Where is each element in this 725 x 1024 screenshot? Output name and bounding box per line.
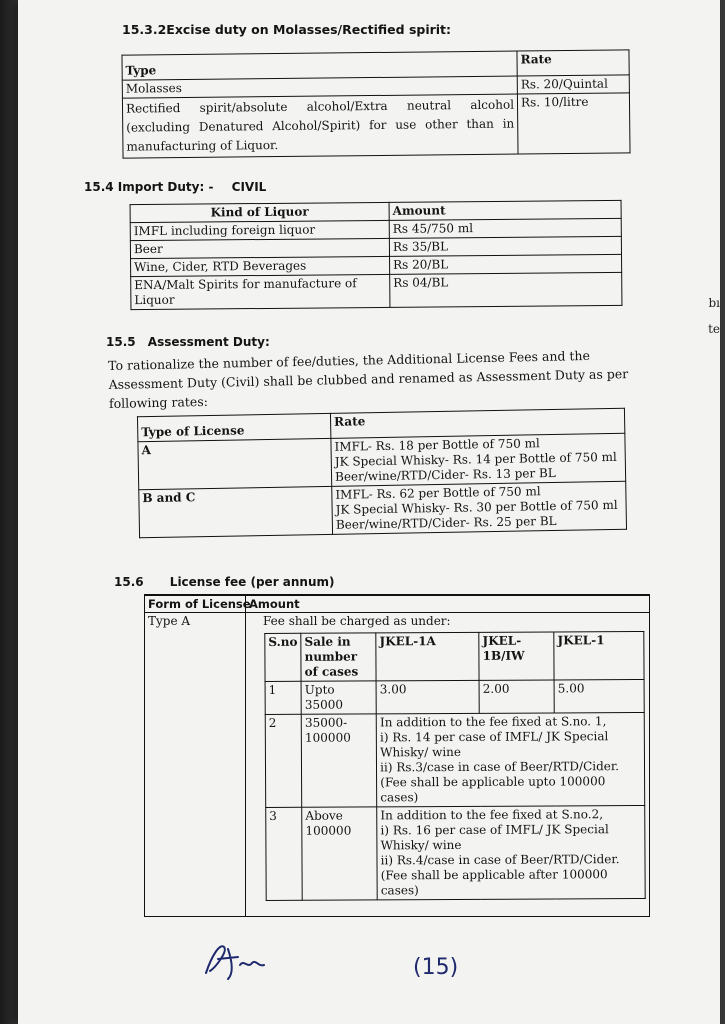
cell-rate: Rs. 20/Quintal — [517, 75, 629, 94]
page-number: (15) — [413, 955, 459, 980]
fee-line: ii) Rs.3/case in case of Beer/RTD/Cider. — [380, 759, 620, 775]
fee-line: (Fee shall be applicable after 100000 cases) — [380, 867, 608, 898]
fee-line: i) Rs. 14 per case of IMFL/ JK Special Whisky/ wine — [379, 729, 609, 760]
cell-amount: Rs 20/BL — [390, 254, 622, 274]
import-duty-table — [130, 200, 623, 310]
section-1532-heading: 15.3.2Excise duty on Molasses/Rectified spirit: — [122, 22, 452, 37]
table-row — [265, 680, 644, 715]
cell-type: Molasses — [122, 76, 517, 98]
edge-text-fragment: te — [708, 322, 720, 336]
cell-kind: IMFL including foreign liquor — [130, 220, 389, 240]
cell-type: Rectified spirit/absolute alcohol/Extra neutral alcohol (excluding Denatured Alcohol/Spirit) for use other than in manufacturing of Liquor. — [122, 94, 518, 158]
cell-form-type-a: Type A — [148, 614, 191, 628]
fee-line: (Fee shall be applicable upto 100000 cases) — [380, 774, 606, 805]
table-row — [139, 481, 627, 537]
cell-fee-description — [376, 713, 644, 807]
cell-kind: Wine, Cider, RTD Beverages — [131, 256, 390, 276]
cell-amount: Rs 35/BL — [389, 236, 621, 256]
cell-amount: Rs 45/750 ml — [389, 218, 621, 238]
cell-jkel-1b: 2.00 — [479, 680, 554, 713]
cell-license-type: B and C — [139, 486, 333, 537]
table-row — [266, 806, 645, 901]
table-row — [265, 713, 644, 808]
col-header-form: Form of License — [148, 597, 251, 611]
cell-fee-description — [377, 806, 645, 900]
section-155-number: 15.5 — [106, 335, 136, 349]
cell-jkel-1a: 3.00 — [376, 680, 479, 714]
section-155-paragraph: To rationalize the number of fee/duties, the Additional License Fees and the Assessment Duty (Civil) shall be clubbed and renamed as Assessment Duty as per following rates: — [108, 347, 629, 411]
edge-text-fragment: bı — [708, 296, 720, 310]
cell-rate — [332, 481, 627, 534]
cell-sale: 35000-100000 — [301, 714, 376, 807]
cell-amount: Rs 04/BL — [390, 272, 622, 307]
col-header-sale: Sale in number of cases — [301, 633, 376, 681]
cell-sno: 1 — [265, 681, 301, 714]
fee-slab-table — [264, 631, 645, 901]
cell-rate — [331, 433, 626, 486]
cell-kind: Beer — [130, 238, 389, 258]
table-row — [131, 272, 622, 309]
fee-line: ii) Rs.4/case in case of Beer/RTD/Cider. — [380, 852, 620, 868]
excise-duty-table — [121, 49, 630, 158]
rate-line: Beer/wine/RTD/Cider- Rs. 13 per BL — [334, 465, 556, 484]
document-page — [18, 0, 720, 1024]
section-156-number: 15.6 — [114, 575, 144, 589]
cell-license-type: A — [138, 438, 332, 489]
assessment-duty-table — [137, 408, 627, 538]
col-header-type: Type — [122, 51, 517, 80]
col-header-jkel-1b: JKEL-1B/IW — [479, 632, 554, 680]
col-header-amount: Amount — [389, 200, 621, 220]
col-header-rate: Rate — [330, 408, 624, 438]
section-154-heading — [84, 180, 266, 194]
section-155-heading — [106, 335, 270, 349]
col-header-sno: S.no — [265, 633, 301, 681]
section-154-title: 15.4 Import Duty: - — [84, 180, 214, 194]
column-divider — [245, 596, 246, 916]
cell-sno: 2 — [265, 714, 302, 807]
rate-line: JK Special Whisky- Rs. 30 per Bottle of 750 ml — [335, 497, 618, 517]
fee-line: In addition to the fee fixed at S.no.2, — [380, 807, 604, 823]
fee-line: In addition to the fee fixed at S.no. 1, — [379, 714, 607, 730]
col-header-rate: Rate — [517, 50, 629, 76]
rate-line: IMFL- Rs. 62 per Bottle of 750 ml — [335, 484, 541, 502]
table-row — [138, 433, 626, 489]
rate-line: IMFL- Rs. 18 per Bottle of 750 ml — [334, 436, 540, 454]
col-header-jkel-1a: JKEL-1A — [376, 632, 479, 681]
cell-sale: Above 100000 — [302, 807, 377, 900]
col-header-amount: Amount — [249, 597, 300, 611]
cell-jkel-1: 5.00 — [554, 680, 644, 713]
section-156-title: License fee (per annum) — [169, 575, 335, 589]
cell-sale: Upto 35000 — [301, 681, 376, 714]
col-header-kind: Kind of Liquor — [130, 202, 389, 222]
section-155-title: Assessment Duty: — [147, 335, 270, 349]
fee-intro-text: Fee shall be charged as under: — [263, 614, 451, 628]
rate-line: JK Special Whisky- Rs. 14 per Bottle of 750 ml — [334, 449, 617, 469]
table-row — [122, 93, 630, 158]
col-header-jkel-1: JKEL-1 — [554, 632, 644, 680]
signature-mark — [198, 935, 288, 985]
section-154-civil-label: CIVIL — [231, 180, 267, 194]
cell-sno: 3 — [266, 807, 303, 900]
cell-rate: Rs. 10/litre — [517, 93, 630, 154]
license-fee-table — [144, 594, 650, 917]
rate-line: Beer/wine/RTD/Cider- Rs. 25 per BL — [335, 513, 557, 532]
fee-line: i) Rs. 16 per case of IMFL/ JK Special Whisky/ wine — [380, 822, 609, 853]
cell-kind: ENA/Malt Spirits for manufacture of Liquor — [131, 274, 390, 309]
section-156-heading — [114, 575, 335, 589]
header-divider — [145, 612, 649, 613]
col-header-license-type: Type of License — [137, 413, 330, 441]
